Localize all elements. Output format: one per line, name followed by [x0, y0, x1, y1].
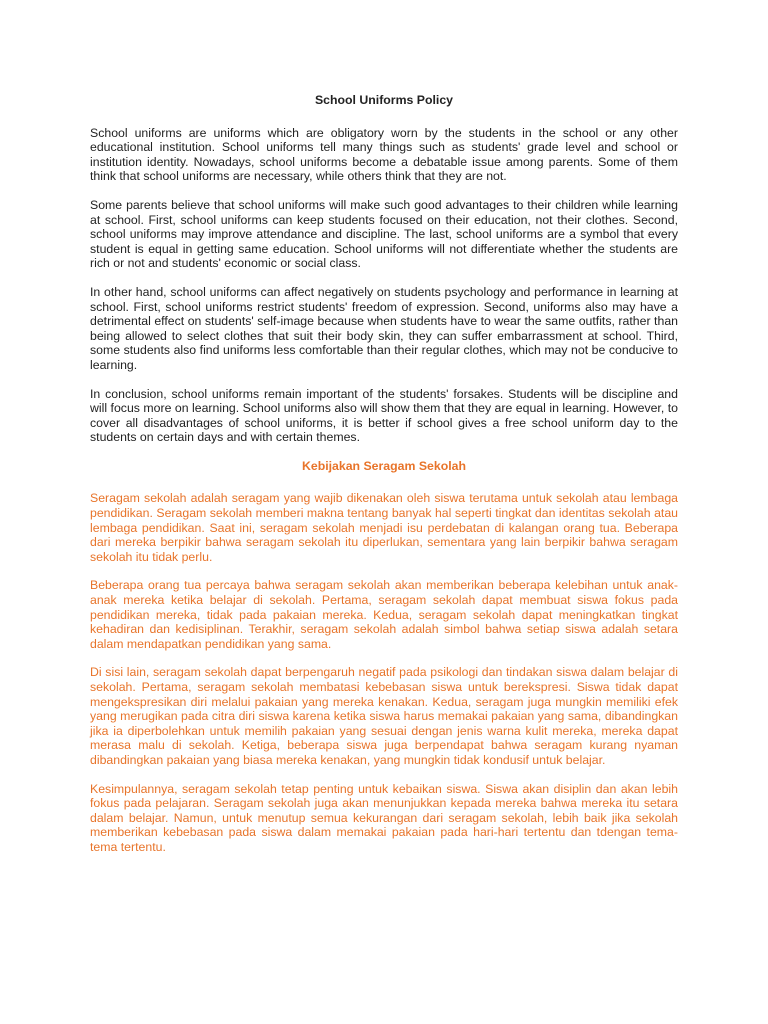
- indonesian-paragraph-4: Kesimpulannya, seragam sekolah tetap penting untuk kebaikan siswa. Siswa akan disiplin dan akan lebih fokus pada pelajaran. Seragam sekolah juga akan menunjukkan kepada mereka bahwa mereka itu setara dalam belajar. Namun, untuk menutup semua kekurangan dari seragam sekolah, lebih baik jika sekolah memberikan kebebasan pada siswa dalam memakai pakaian pada hari-hari tertentu dan tdengan tema-tema tertentu.: [90, 781, 678, 854]
- document-page: [90, 93, 678, 869]
- indonesian-title: Kebijakan Seragam Sekolah: [301, 458, 467, 473]
- indonesian-paragraph-3: Di sisi lain, seragam sekolah dapat berpengaruh negatif pada psikologi dan tindakan siswa dalam belajar di sekolah. Pertama, seragam sekolah membatasi kebebasan siswa untuk berekspresi. Siswa tidak dapat mengekspresikan diri melalui pakaian yang mereka kenakan. Kedua, seragam juga mungkin memiliki efek yang merugikan pada citra diri siswa karena ketika siswa harus memakai pakaian yang sama, dibandingkan jika ia diperbolehkan untuk memilih pakaian yang sesuai dengan jenis warna kulit mereka, mereka dapat merasa malu di sekolah. Ketiga, beberapa siswa juga berpendapat bahwa seragam kurang nyaman dibandingkan pakaian yang biasa mereka kenakan, yang mungkin tidak kondusif untuk belajar.: [90, 665, 678, 767]
- english-paragraph-1: School uniforms are uniforms which are obligatory worn by the students in the school or any other educational institution. School uniforms tell many things such as students' grade level and school or institution identity. Nowadays, school uniforms become a debatable issue among parents. Some of them think that school uniforms are necessary, while others think that they are not.: [90, 125, 678, 184]
- english-paragraph-3: In other hand, school uniforms can affect negatively on students psychology and performance in learning at school. First, school uniforms restrict students' freedom of expression. Second, uniforms also may have a detrimental effect on students' self-image because when students have to wear the same outfits, rather than being allowed to select clothes that suit their body skin, they can suffer embarrassment at school. Third, some students also find uniforms less comfortable than their regular clothes, which may not be conducive to learning.: [90, 284, 678, 372]
- english-paragraph-2: Some parents believe that school uniforms will make such good advantages to their children while learning at school. First, school uniforms can keep students focused on their education, not their clothes. Second, school uniforms may improve attendance and discipline. The last, school uniforms are a symbol that every student is equal in getting same education. School uniforms will not differentiate whether the students are rich or not and students' economic or social class.: [90, 197, 678, 271]
- english-paragraph-4: In conclusion, school uniforms remain important of the students' forsakes. Students will be discipline and will focus more on learning. School uniforms also will show them that they are equal in learning. However, to cover all disadvantages of school uniforms, it is better if school gives a free school uniform day to the students on certain days and with certain themes.: [90, 386, 678, 445]
- english-title: School Uniforms Policy: [314, 93, 454, 107]
- indonesian-paragraph-1: Seragam sekolah adalah seragam yang wajib dikenakan oleh siswa terutama untuk sekolah atau lembaga pendidikan. Seragam sekolah memberi makna tentang banyak hal seperti tingkat dan identitas sekolah atau lembaga pendidikan. Saat ini, seragam sekolah menjadi isu perdebatan di kalangan orang tua. Beberapa dari mereka berpikir bahwa seragam sekolah itu diperlukan, sementara yang lain berpikir bahwa seragam sekolah itu tidak perlu.: [90, 491, 678, 564]
- indonesian-paragraph-2: Beberapa orang tua percaya bahwa seragam sekolah akan memberikan beberapa kelebihan untuk anak-anak mereka ketika belajar di sekolah. Pertama, seragam sekolah dapat membuat siswa fokus pada pendidikan mereka, tidak pada pakaian mereka. Kedua, seragam sekolah dapat meningkatkan tingkat kehadiran dan kedisiplinan. Terakhir, seragam sekolah adalah simbol bahwa setiap siswa adalah setara dalam mendapatkan pendidikan yang sama.: [90, 578, 678, 651]
